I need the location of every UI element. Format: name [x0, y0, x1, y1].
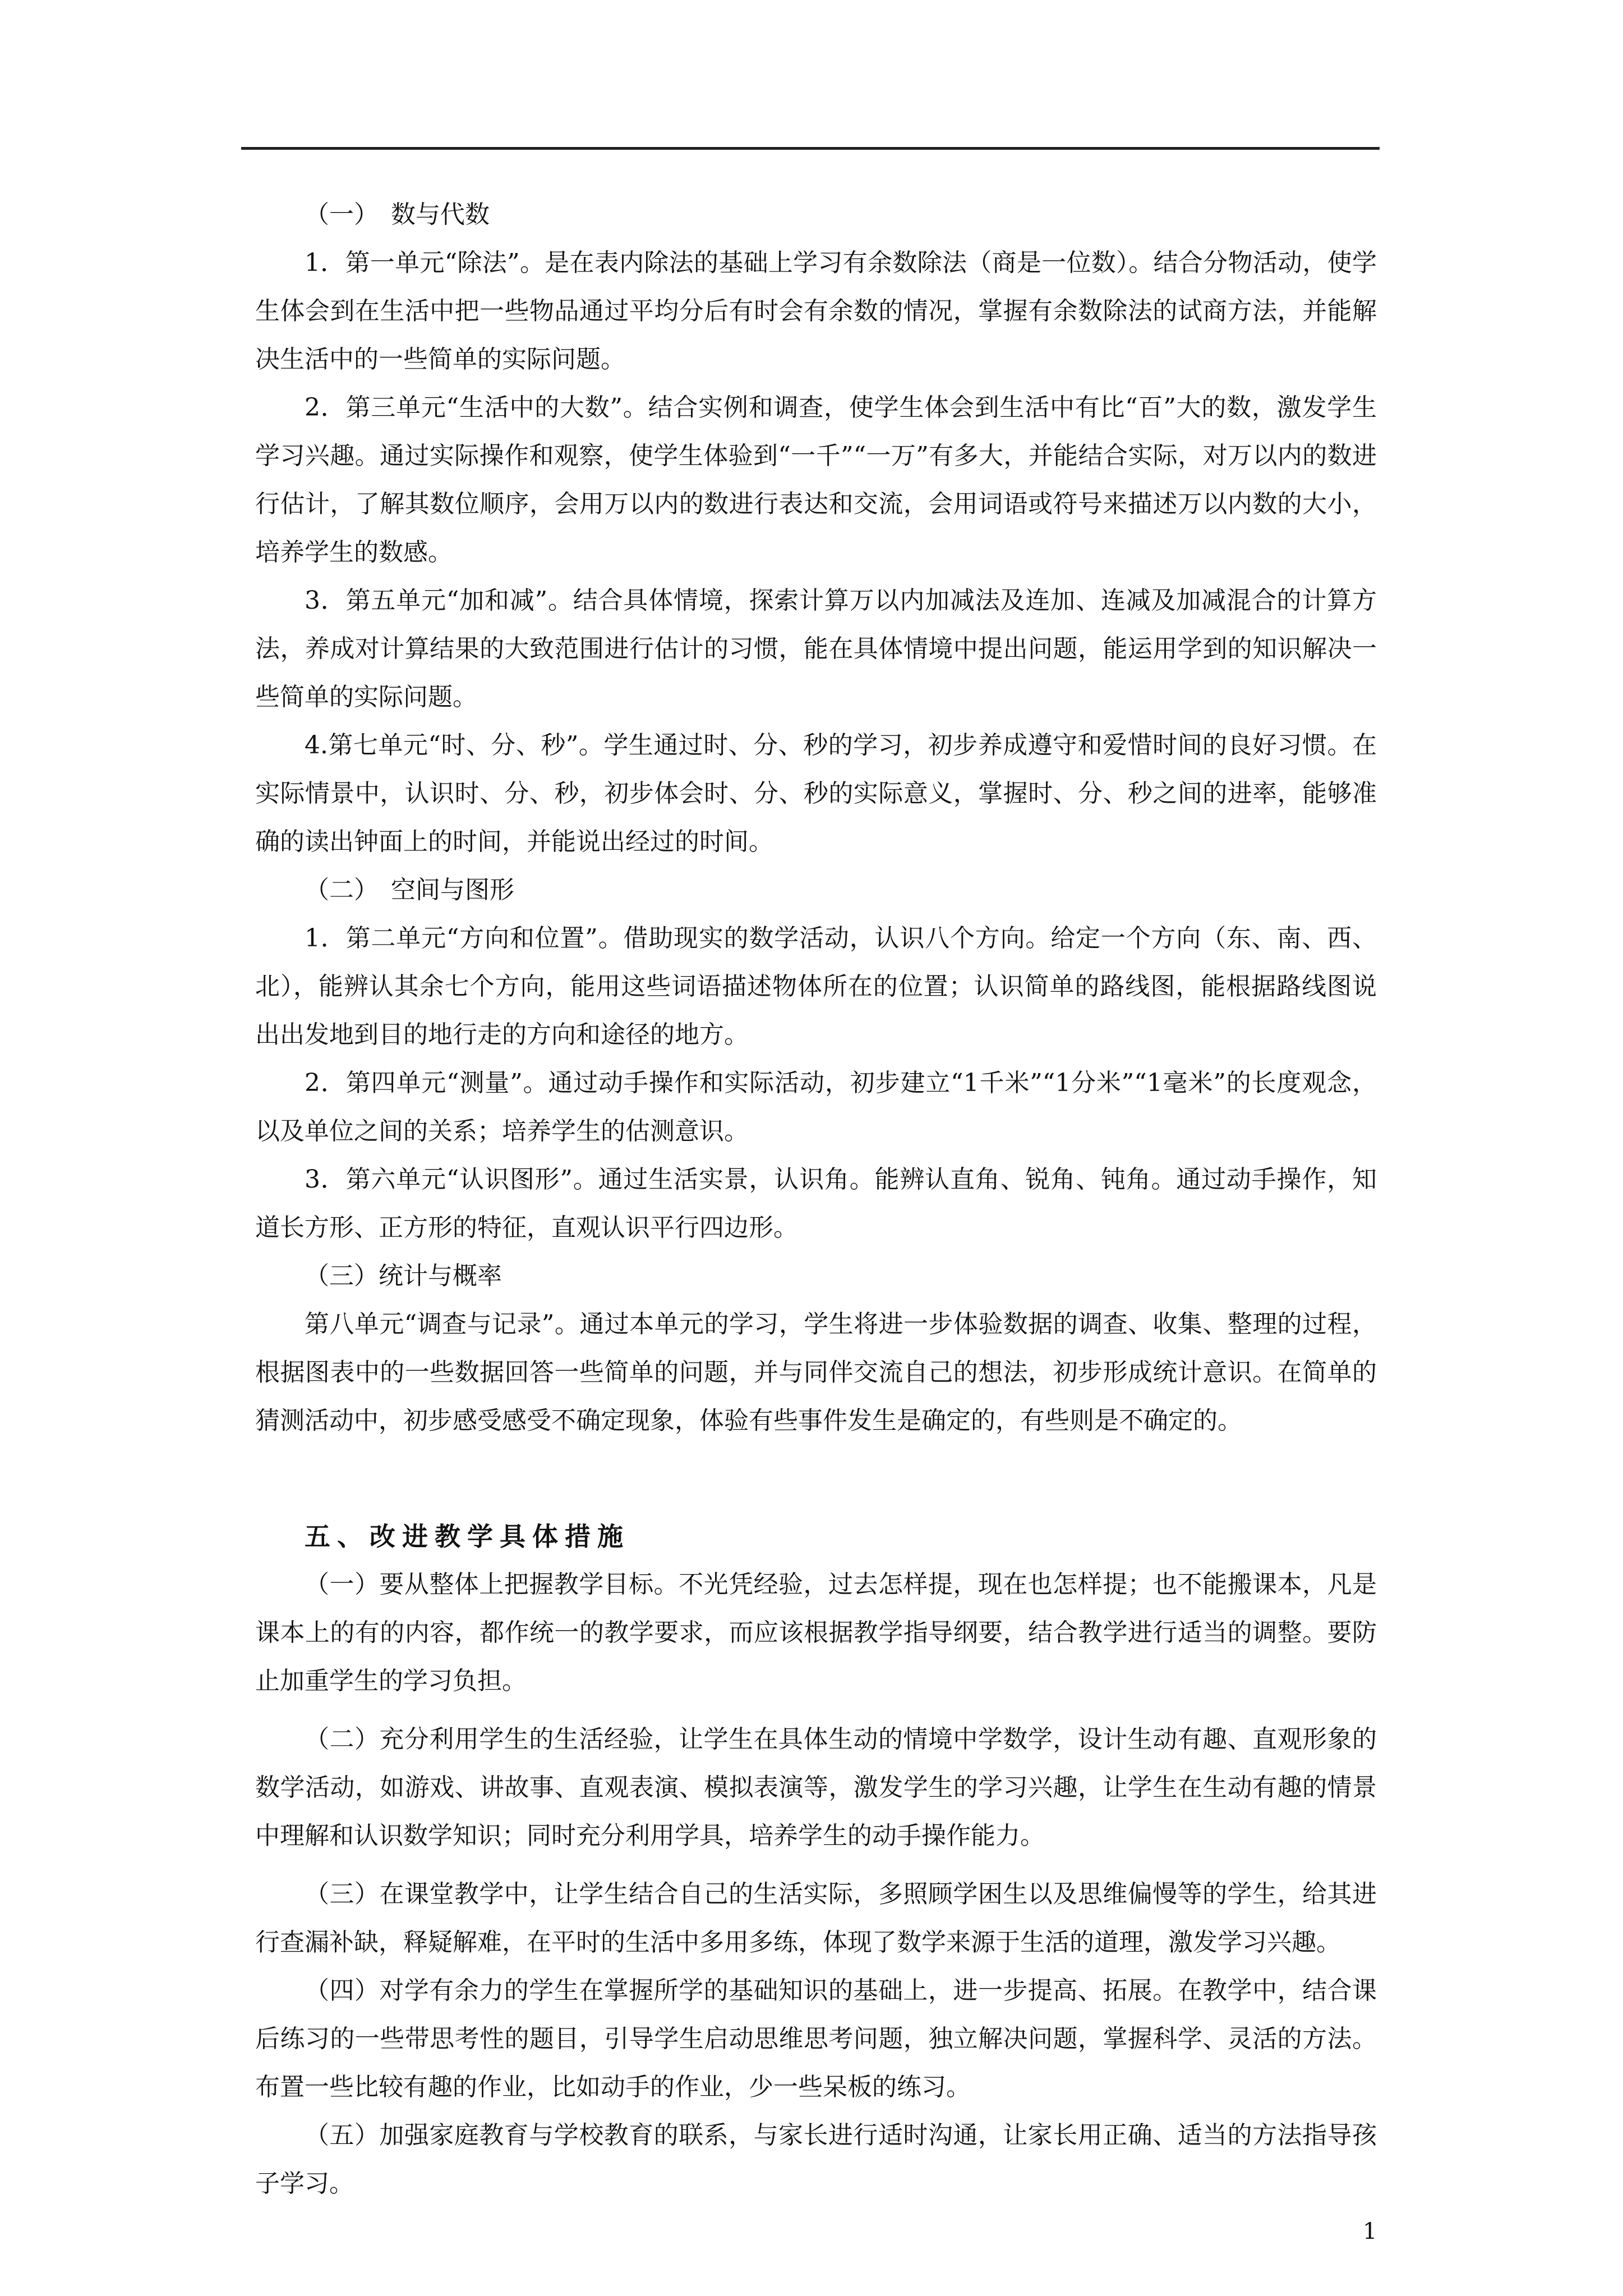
page-number: 1 — [1363, 2219, 1377, 2244]
paragraph-unit-2: 1．第二单元“方向和位置”。借助现实的数学活动，认识八个方向。给定一个方向（东、南、西、北），能辨认其余七个方向，能用这些词语描述物体所在的位置；认识简单的路线图，能根据路线图说出出发地到目的地行走的方向和途径的地方。 — [255, 924, 1377, 1049]
paragraph-unit-6: 3．第六单元“认识图形”。通过生活实景，认识角。能辨认直角、锐角、钝角。通过动手操作，知道长方形、正方形的特征，直观认识平行四边形。 — [255, 1165, 1377, 1242]
paragraph-measure-2: （二）充分利用学生的生活经验，让学生在具体生动的情境中学数学，设计生动有趣、直观形象的数学活动，如游戏、讲故事、直观表演、模拟表演等，激发学生的学习兴趣，让学生在生动有趣的情景中理解和认识数学知识；同时充分利用学具，培养学生的动手操作能力。 — [255, 1725, 1377, 1850]
section-title-improvement-measures: 五、改进教学具体措施 — [305, 1521, 630, 1552]
section-heading-number-algebra: （一） 数与代数 — [305, 200, 490, 229]
paragraph-unit-5: 3．第五单元“加和减”。结合具体情境，探索计算万以内加减法及连加、连减及加减混合的计算方法，养成对计算结果的大致范围进行估计的习惯，能在具体情境中提出问题，能运用学到的知识解决一些简单的实际问题。 — [255, 586, 1377, 711]
paragraph-measure-5: （五）加强家庭教育与学校教育的联系，与家长进行适时沟通，让家长用正确、适当的方法指导孩子学习。 — [255, 2121, 1377, 2198]
paragraph-unit-3: 2．第三单元“生活中的大数”。结合实例和调查，使学生体会到生活中有比“百”大的数，激发学生学习兴趣。通过实际操作和观察，使学生体验到“一千”“一万”有多大，并能结合实际，对万以内的数进行估计，了解其数位顺序，会用万以内的数进行表达和交流，会用词语或符号来描述万以内数的大小，培养学生的数感。 — [255, 393, 1377, 567]
section-heading-statistics: （三）统计与概率 — [305, 1262, 502, 1290]
header-rule — [241, 147, 1380, 150]
paragraph-measure-4: （四）对学有余力的学生在掌握所学的基础知识的基础上，进一步提高、拓展。在教学中，结合课后练习的一些带思考性的题目，引导学生启动思维思考问题，独立解决问题，掌握科学、灵活的方法。布置一些比较有趣的作业，比如动手的作业，少一些呆板的练习。 — [255, 1976, 1377, 2101]
section-heading-space-geometry: （二） 空间与图形 — [305, 876, 514, 904]
paragraph-unit-8: 第八单元“调查与记录”。通过本单元的学习，学生将进一步体验数据的调查、收集、整理的过程，根据图表中的一些数据回答一些简单的问题，并与同伴交流自己的想法，初步形成统计意识。在简单的猜测活动中，初步感受感受不确定现象，体验有些事件发生是确定的，有些则是不确定的。 — [255, 1310, 1377, 1435]
paragraph-unit-1: 1．第一单元“除法”。是在表内除法的基础上学习有余数除法（商是一位数）。结合分物活动，使学生体会到在生活中把一些物品通过平均分后有时会有余数的情况，掌握有余数除法的试商方法，并能解决生活中的一些简单的实际问题。 — [255, 249, 1377, 374]
paragraph-measure-1: （一）要从整体上把握教学目标。不光凭经验，过去怎样提，现在也怎样提；也不能搬课本，凡是课本上的有的内容，都作统一的教学要求，而应该根据教学指导纲要，结合教学进行适当的调整。要防止加重学生的学习负担。 — [255, 1570, 1377, 1695]
paragraph-unit-7: 4.第七单元“时、分、秒”。学生通过时、分、秒的学习，初步养成遵守和爱惜时间的良好习惯。在实际情景中，认识时、分、秒，初步体会时、分、秒的实际意义，掌握时、分、秒之间的进率，能够准确的读出钟面上的时间，并能说出经过的时间。 — [255, 731, 1377, 856]
paragraph-unit-4: 2．第四单元“测量”。通过动手操作和实际活动，初步建立“1千米”“1分米”“1毫米”的长度观念，以及单位之间的关系；培养学生的估测意识。 — [255, 1069, 1377, 1145]
paragraph-measure-3: （三）在课堂教学中，让学生结合自己的生活实际，多照顾学困生以及思维偏慢等的学生，给其进行查漏补缺，释疑解难，在平时的生活中多用多练，体现了数学来源于生活的道理，激发学习兴趣。 — [255, 1880, 1377, 1957]
document-body — [255, 191, 1377, 2208]
